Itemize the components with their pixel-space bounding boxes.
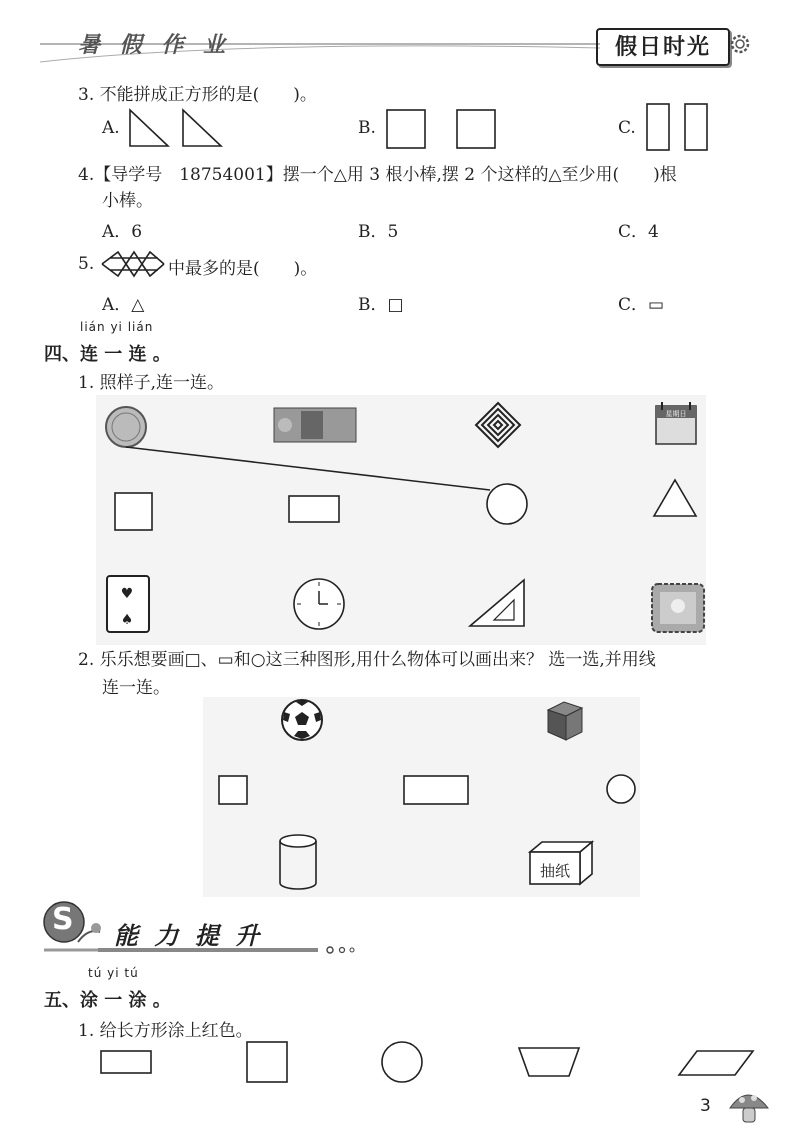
color-shape-trapezoid — [517, 1046, 583, 1080]
q2-shape-square — [218, 775, 250, 807]
q4-line2: 小棒。 — [102, 191, 153, 211]
q5-option-b: B．□ — [358, 295, 404, 315]
section5-pinyin: tú yi tú — [88, 966, 139, 980]
clock-icon — [292, 577, 346, 631]
q4-option-a: A．6 — [102, 222, 143, 242]
section4-q1: 1. 照样子,连一连。 — [78, 373, 225, 393]
section4-title: 四、连 一 连 。 — [44, 344, 171, 365]
page-number: 3 — [700, 1096, 711, 1116]
ability-badge-letter: S — [52, 902, 74, 937]
color-shape-rectangle — [100, 1050, 154, 1076]
cylinder-cup-icon — [278, 833, 320, 891]
q5-option-a: A．△ — [102, 295, 145, 315]
color-shape-parallelogram — [677, 1049, 757, 1079]
q3-option-a: A. — [102, 118, 120, 138]
q4-option-c: C．4 — [618, 222, 659, 242]
section4-q2-line1: 2. 乐乐想要画□、▭和○这三种图形,用什么物体可以画出来？ 选一选,并用线 — [78, 650, 656, 670]
section5-q1: 1. 给长方形涂上红色。 — [78, 1021, 253, 1041]
svg-text:♥: ♥ — [120, 586, 134, 602]
q5-number: 5. — [78, 254, 95, 274]
brand-title: 假日时光 — [614, 34, 711, 60]
mushroom-icon — [726, 1086, 772, 1126]
color-shape-square — [246, 1041, 290, 1085]
q3-option-c: C. — [618, 118, 636, 138]
q4-option-b: B．5 — [358, 222, 399, 242]
section5-title: 五、涂 一 涂 。 — [44, 990, 171, 1011]
q5-text: 中最多的是( )。 — [168, 259, 318, 279]
section4-q2-line2: 连一连。 — [102, 678, 170, 698]
shape-square — [114, 492, 154, 532]
calendar-label: 星期日 — [665, 410, 687, 418]
tissue-box-label: 抽纸 — [539, 862, 570, 880]
set-square-icon — [468, 578, 526, 628]
series-title: 暑 假 作 业 — [78, 32, 231, 58]
q2-shape-rectangle — [403, 775, 471, 807]
q2-shape-circle — [606, 774, 638, 806]
photo-frame-icon — [650, 582, 706, 634]
section4-pinyin: lián yi lián — [80, 320, 154, 334]
q3-text: 3. 不能拼成正方形的是( )。 — [78, 85, 317, 105]
q5-option-c: C．▭ — [618, 295, 665, 315]
ability-banner — [38, 898, 348, 958]
shape-rectangle — [288, 495, 340, 523]
ability-title: 能 力 提 升 — [114, 921, 264, 950]
shape-triangle — [652, 478, 698, 518]
color-shape-circle — [380, 1040, 424, 1084]
ability-underline — [98, 944, 368, 958]
q4-line1: 4.【导学号 18754001】摆一个△用 3 根小棒,摆 2 个这样的△至少用( )根 — [78, 165, 677, 185]
soccer-ball-icon — [280, 698, 324, 742]
shape-circle — [485, 482, 529, 526]
q3-option-b: B. — [358, 118, 376, 138]
rubiks-cube-icon — [540, 698, 586, 744]
svg-text:♠: ♠ — [120, 612, 134, 628]
playing-card-icon — [105, 574, 151, 634]
